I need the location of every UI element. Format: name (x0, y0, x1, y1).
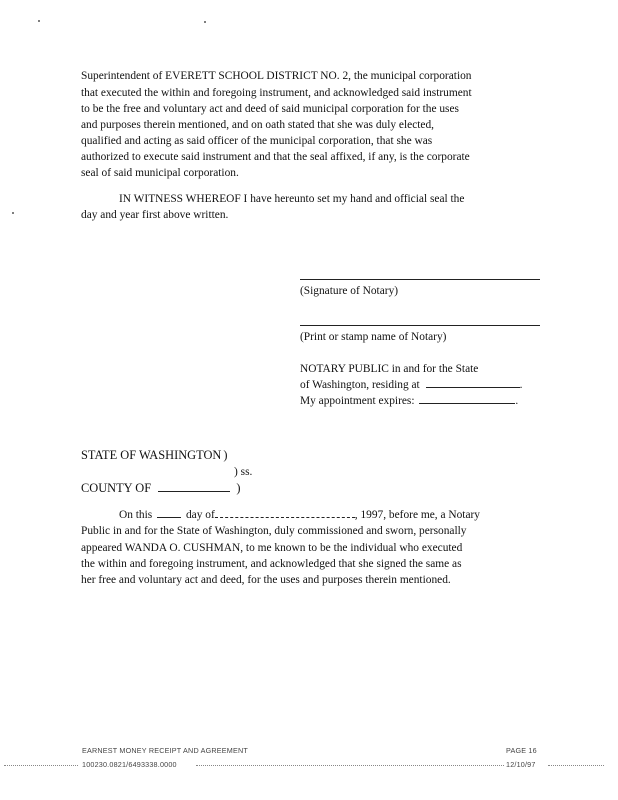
county-paren: ) (236, 481, 241, 495)
residing-label: of Washington, residing at (300, 379, 420, 391)
venue-county (81, 480, 240, 496)
appointment-label: My appointment expires: (300, 395, 415, 407)
county-label: COUNTY OF (81, 481, 152, 495)
witness-line-1: IN WITNESS WHEREOF I have hereunto set my hand and official seal the (119, 193, 465, 205)
year-text: , 1997, before me, a Notary (354, 509, 481, 521)
ack2-line: the within and foregoing instrument, and acknowledged that she signed the same as (81, 558, 462, 570)
ack-line: to be the free and voluntary act and deed of said municipal corporation for the uses (81, 103, 459, 115)
ack2-line: her free and voluntary act and deed, for the uses and purposes therein mentioned. (81, 574, 451, 586)
county-field[interactable] (158, 481, 230, 492)
appointment-period: . (515, 395, 519, 407)
ack-line: qualified and acting as said officer of the municipal corporation, that she was (81, 135, 433, 147)
ack-line: that executed the within and foregoing instrument, and acknowledged said instrument (81, 87, 472, 99)
day-field[interactable] (157, 507, 181, 518)
scan-speck (38, 20, 40, 22)
footer-doc-title: EARNEST MONEY RECEIPT AND AGREEMENT (82, 746, 248, 755)
day-of-label: day of (185, 509, 215, 521)
ack-line: and purposes therein mentioned, and on oath stated that she was duly elected, (81, 119, 435, 131)
venue-paren: ) (223, 448, 228, 462)
ack-line: authorized to execute said instrument and that the seal affixed, if any, is the corporate (81, 151, 470, 163)
notary-public-line-2 (300, 377, 522, 393)
ack2-line: Public in and for the State of Washington, duly commissioned and sworn, personally (81, 525, 467, 537)
month-field[interactable] (215, 507, 355, 518)
footer-page-number: PAGE 16 (506, 746, 537, 755)
residing-period: . (519, 379, 523, 391)
venue-ss: ) ss. (234, 466, 253, 478)
venue-state-label: STATE OF WASHINGTON (81, 448, 222, 462)
signature-line[interactable] (300, 279, 540, 280)
scan-speck (12, 212, 14, 214)
footer-doc-code: 100230.0821/6493338.0000 (82, 760, 177, 769)
on-this-line (119, 507, 480, 523)
scan-speck (204, 21, 206, 23)
witness-line-2: day and year first above written. (81, 209, 229, 221)
notary-public-line-1: NOTARY PUBLIC in and for the State (300, 363, 479, 375)
footer-date: 12/10/97 (506, 760, 536, 769)
appointment-field[interactable] (419, 393, 515, 404)
print-name-label: (Print or stamp name of Notary) (300, 331, 447, 343)
venue-state (81, 447, 228, 463)
appointment-line (300, 393, 518, 409)
ack-line: Superintendent of EVERETT SCHOOL DISTRICT NO. 2, the municipal corporation (81, 70, 472, 82)
residing-field[interactable] (426, 377, 520, 388)
signature-label: (Signature of Notary) (300, 285, 399, 297)
ack-line: seal of said municipal corporation. (81, 167, 239, 179)
ack2-line: appeared WANDA O. CUSHMAN, to me known to be the individual who executed (81, 542, 463, 554)
footer-scan-noise (548, 765, 604, 766)
print-name-line[interactable] (300, 325, 540, 326)
footer-scan-noise (4, 765, 78, 766)
footer-scan-noise (196, 765, 504, 766)
on-this-label: On this (119, 509, 153, 521)
